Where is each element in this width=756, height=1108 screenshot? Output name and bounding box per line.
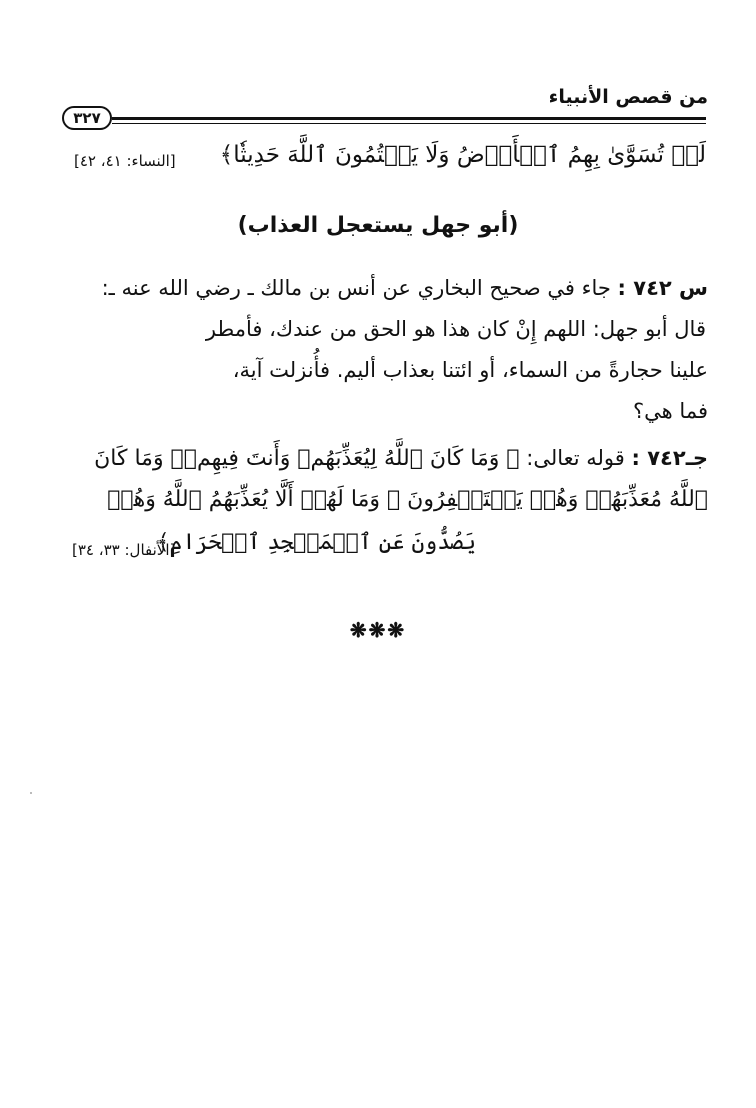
section-separator: ❋❋❋ [349, 618, 407, 642]
answer-intro: قوله تعالى: [526, 446, 625, 470]
header-rule-thin [112, 123, 706, 124]
page-number: ٣٢٧ [62, 106, 112, 130]
answer-verse-2: ٱللَّهُ مُعَذِّبَهُمۡ وَهُمۡ يَسۡتَغۡفِرُونَ ۞ وَمَا لَهُمۡ أَلَّا يُعَذِّبَهُمُ ٱللَّهُ وَهُمۡ [107, 487, 708, 512]
header-rule-thick [112, 117, 706, 120]
answer-line-1 [94, 446, 708, 471]
top-verse-text: لَوۡ تُسَوَّىٰ بِهِمُ ٱلۡأَرۡضُ وَلَا يَكۡتُمُونَ ٱللَّهَ حَدِيثٗا﴾ [219, 142, 706, 168]
top-verse-reference: [النساء: ٤١، ٤٢] [74, 152, 176, 170]
question-line-4: فما هي؟ [633, 399, 708, 423]
running-header-title: من قصص الأنبياء [548, 86, 708, 108]
scan-speck [30, 792, 32, 794]
question-line-1 [72, 268, 708, 309]
answer-label: جـ٧٤٢ : [631, 446, 708, 470]
answer-verse-1: ﴿ وَمَا كَانَ ٱللَّهُ لِيُعَذِّبَهُمۡ وَأَنتَ فِيهِمۡۚ وَمَا كَانَ [94, 446, 520, 471]
answer-reference: [الأنفال: ٣٣، ٣٤] [72, 541, 176, 559]
answer-verse-3: يَصُدُّونَ عَنِ ٱلۡمَسۡجِدِ ٱلۡحَرَامِ﴾ [156, 530, 476, 555]
question-line-3: علينا حجارةً من السماء، أو ائتنا بعذاب أليم. فأُنزلت آية، [232, 358, 708, 382]
question-label: س ٧٤٢ : [617, 276, 708, 300]
section-title: (أبو جهل يستعجل العذاب) [237, 213, 519, 238]
question-block [72, 268, 708, 432]
question-text-1: جاء في صحيح البخاري عن أنس بن مالك ـ رضي الله عنه ـ: [101, 276, 611, 300]
question-line-2: قال أبو جهل: اللهم إِنْ كان هذا هو الحق من عندك، فأمطر [205, 317, 706, 341]
